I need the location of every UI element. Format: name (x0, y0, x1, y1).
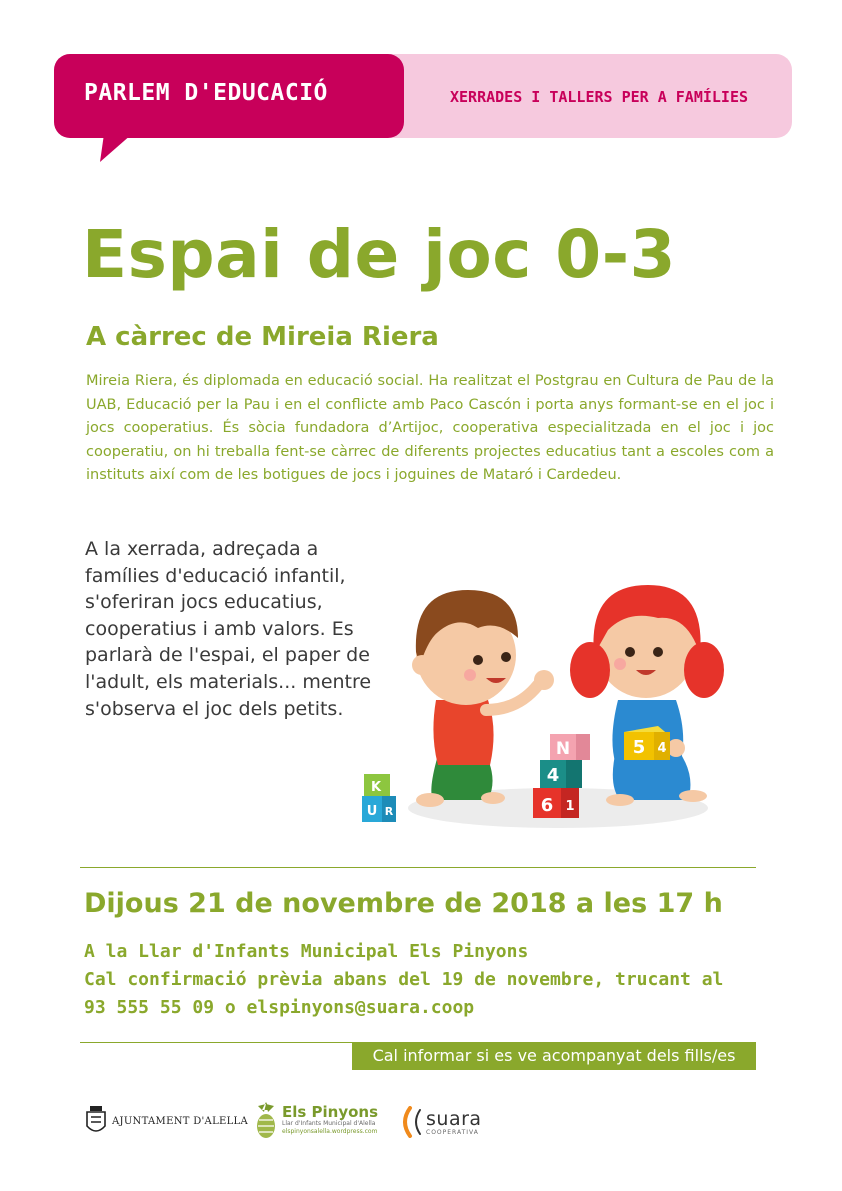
pinyons-logo-name: Els Pinyons (282, 1103, 379, 1121)
pinyons-logo-sub: Llar d'Infants Municipal d'Alella (282, 1120, 376, 1127)
speaker-bio: Mireia Riera, és diplomada en educació social. Ha realitzat el Postgrau en Cultura de Pau de la UAB, Educació per la Pau i en el conflicte amb Paco Cascón i porta anys formant-se en el joc i jocs cooperatius. És sòcia fundadora d’Artijoc, cooperativa especialitzada en el joc i joc cooperatiu, on hi treballa fent-se càrrec de diferents projectes educatius tant a escoles com a instituts així com de les botigues de jocs i joguines de Mataró i Cardedeu. (86, 373, 774, 483)
svg-text:K: K (370, 780, 382, 795)
contact-line: 93 555 55 09 o elspinyons@suara.coop (84, 997, 475, 1018)
venue-line: A la Llar d'Infants Municipal Els Pinyons (84, 941, 529, 962)
divider-top (80, 867, 756, 868)
children-playing-illustration (358, 560, 738, 835)
svg-text:4: 4 (657, 741, 667, 756)
boy-figure (412, 590, 554, 807)
block-4 (540, 760, 582, 788)
speaker-line: A càrrec de Mireia Riera (86, 322, 439, 352)
venue-info (84, 938, 764, 1022)
suara-logo-name: suara (426, 1107, 482, 1130)
svg-text:4: 4 (546, 765, 560, 786)
pine-cone-icon (254, 1100, 278, 1140)
girl-figure (570, 585, 724, 806)
alella-logo-text: AJUNTAMENT D'ALELLA (112, 1115, 249, 1127)
header-title: PARLEM D'EDUCACIÓ (84, 80, 328, 106)
block-k-u-r (362, 774, 396, 822)
event-date: Dijous 21 de novembre de 2018 a les 17 h (84, 888, 723, 919)
svg-text:5: 5 (632, 737, 646, 758)
alella-crest-icon (84, 1104, 108, 1138)
block-6-1 (533, 788, 579, 818)
pinyons-logo (254, 1100, 378, 1140)
speech-bubble-tail-icon (96, 134, 136, 164)
divider-bottom (80, 1042, 352, 1043)
notice-bar: Cal informar si es ve acompanyat dels fills/es (352, 1042, 756, 1070)
block-n (550, 734, 590, 760)
pinyons-logo-url: elspinyonsalella.wordpress.com (282, 1128, 378, 1135)
header-subtitle: XERRADES I TALLERS PER A FAMÍLIES (449, 88, 748, 106)
svg-text:N: N (555, 739, 571, 759)
confirmation-line: Cal confirmació prèvia abans del 19 de novembre, trucant al (84, 969, 724, 990)
suara-logo (400, 1106, 482, 1138)
suara-bracket-icon (400, 1106, 426, 1138)
talk-description: A la xerrada, adreçada a famílies d'educació infantil, s'oferiran jocs educatius, cooperatius i amb valors. Es parlarà de l'espai, el paper de l'adult, els materials... mentre s'observa el joc dels petits. (85, 538, 372, 720)
svg-text:R: R (384, 805, 394, 818)
svg-text:1: 1 (565, 799, 575, 814)
svg-text:U: U (366, 804, 378, 819)
suara-logo-sub: COOPERATIVA (426, 1128, 479, 1136)
alella-logo (84, 1104, 248, 1138)
svg-text:6: 6 (540, 795, 554, 816)
block-5-4 (624, 726, 670, 760)
event-title: Espai de joc 0-3 (82, 216, 677, 293)
